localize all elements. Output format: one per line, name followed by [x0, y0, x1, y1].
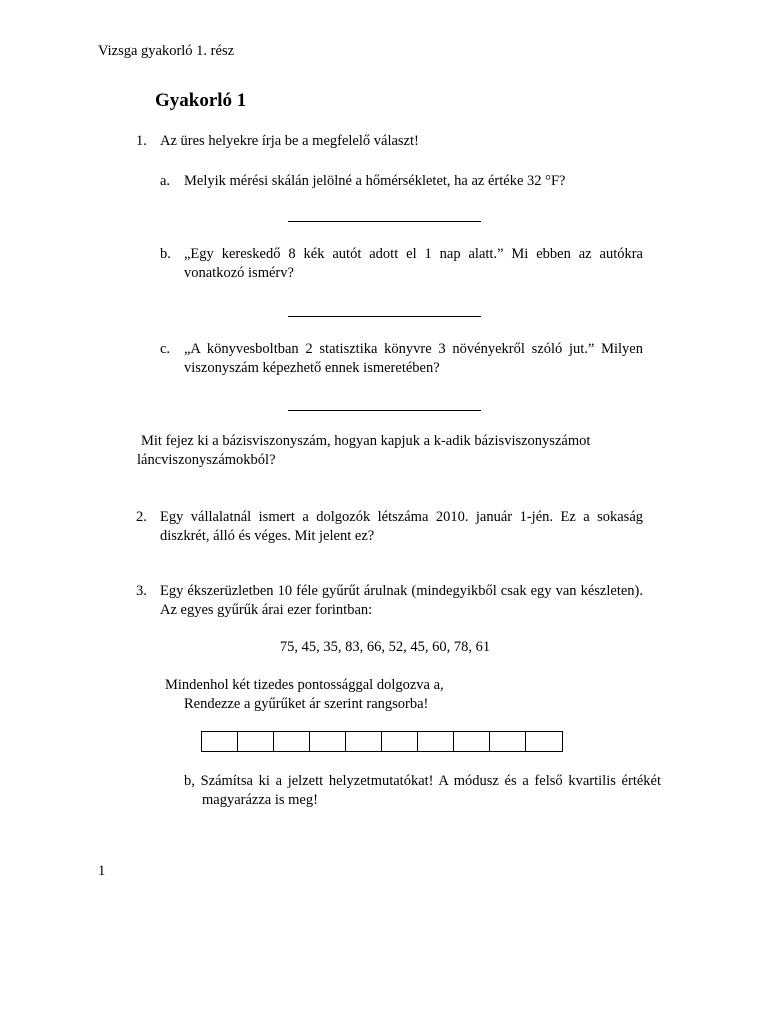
- q1c-answer-line[interactable]: [288, 410, 481, 411]
- q2-text: Egy vállalatnál ismert a dolgozók létszáma 2010. január 1-jén. Ez a sokaság diszkrét, álló és véges. Mit jelent ez?: [160, 509, 643, 544]
- q1-text: Az üres helyekre írja be a megfelelő választ!: [160, 133, 419, 149]
- page-title: Gyakorló 1: [155, 90, 247, 111]
- extra-question: Mit fejez ki a bázisviszonyszám, hogyan kapjuk a k-adik bázisviszonyszámot láncviszonyszámokból?: [137, 433, 591, 468]
- ranking-boxes: [201, 731, 563, 752]
- ranking-box[interactable]: [418, 732, 454, 751]
- page-header: Vizsga gyakorló 1. rész: [98, 43, 235, 59]
- ranking-box[interactable]: [382, 732, 418, 751]
- q1c-label: c.: [160, 341, 171, 357]
- q3-instruction-line2: Rendezze a gyűrűket ár szerint rangsorba!: [184, 696, 429, 712]
- page-number: 1: [98, 863, 106, 879]
- q1a-text: Melyik mérési skálán jelölné a hőmérsékletet, ha az értéke 32 °F?: [184, 173, 566, 189]
- ranking-box[interactable]: [310, 732, 346, 751]
- ranking-box[interactable]: [202, 732, 238, 751]
- ranking-box[interactable]: [526, 732, 562, 751]
- q2-number: 2.: [136, 509, 147, 525]
- q1a-label: a.: [160, 173, 171, 189]
- ranking-box[interactable]: [454, 732, 490, 751]
- ranking-box[interactable]: [238, 732, 274, 751]
- q1c-text: „A könyvesboltban 2 statisztika könyvre 3 növényekről szóló jut.” Milyen viszonyszám képezhető ennek ismeretében?: [184, 341, 643, 376]
- q1b-text: „Egy kereskedő 8 kék autót adott el 1 nap alatt.” Mi ebben az autókra vonatkozó ismérv?: [184, 246, 643, 281]
- q1b-answer-line[interactable]: [288, 316, 481, 317]
- q3-text: Egy ékszerüzletben 10 féle gyűrűt árulnak (mindegyikből csak egy van készleten). Az egyes gyűrűk árai ezer forintban:: [160, 583, 643, 618]
- ranking-box[interactable]: [274, 732, 310, 751]
- ranking-box[interactable]: [490, 732, 526, 751]
- q3-prices: 75, 45, 35, 83, 66, 52, 45, 60, 78, 61: [279, 639, 491, 655]
- q1a-answer-line[interactable]: [288, 221, 481, 222]
- q3-number: 3.: [136, 583, 147, 599]
- q3b-text: b, Számítsa ki a jelzett helyzetmutatókat! A módusz és a felső kvartilis értékét magyarázza is meg!: [184, 773, 661, 808]
- q3-instruction-line1: Mindenhol két tizedes pontossággal dolgozva a,: [165, 677, 444, 693]
- q1-number: 1.: [136, 133, 147, 149]
- ranking-box[interactable]: [346, 732, 382, 751]
- q1b-label: b.: [160, 246, 171, 262]
